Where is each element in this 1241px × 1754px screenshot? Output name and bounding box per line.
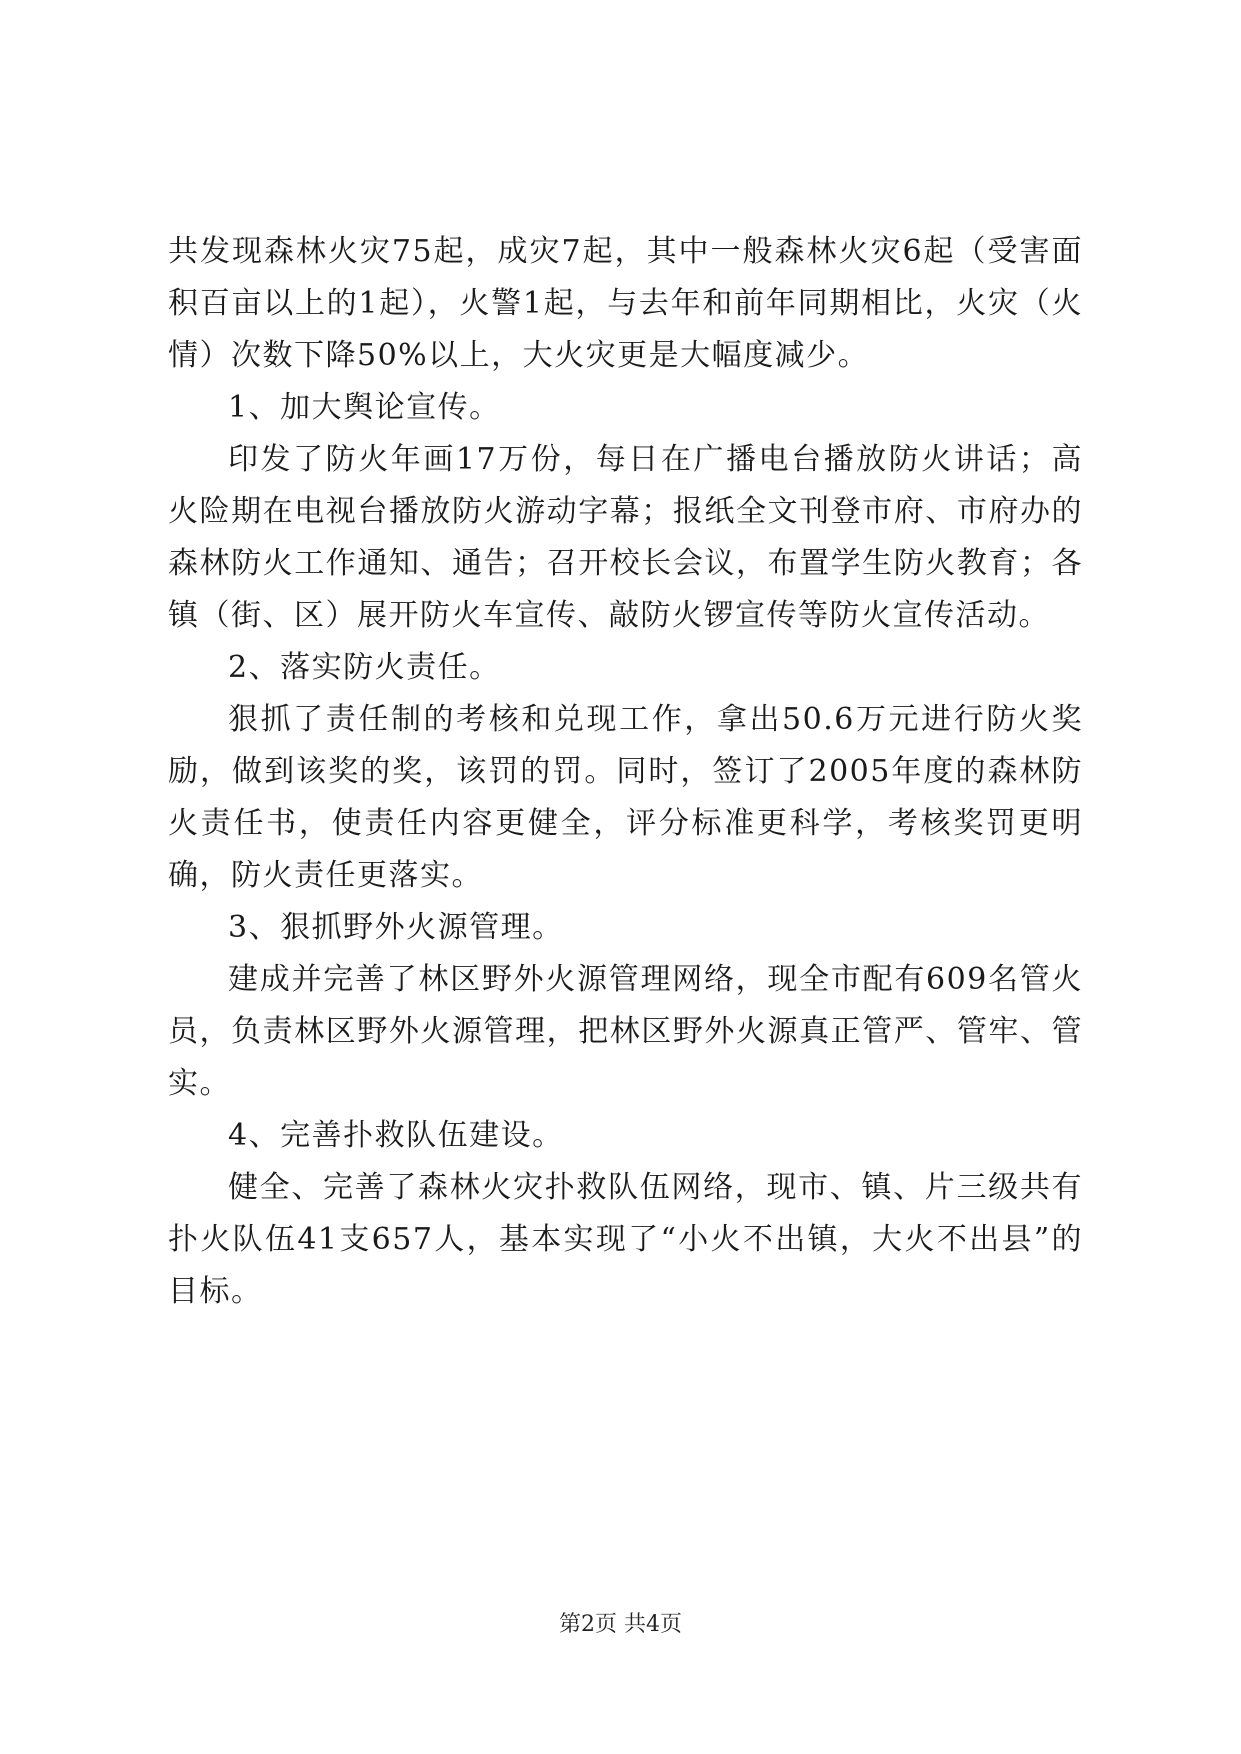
paragraph-fire-source: 建成并完善了林区野外火源管理网络，现全市配有609名管火员，负责林区野外火源管理，把林区野外火源真正管严、管牢、管实。: [168, 962, 1083, 1101]
document-body: [168, 226, 1083, 1318]
section-heading-rescue-team: 4、完善扑救队伍建设。: [228, 1118, 564, 1153]
paragraph-responsibility: 狠抓了责任制的考核和兑现工作，拿出50.6万元进行防火奖励，做到该奖的奖，该罚的罚。同时，签订了2005年度的森林防火责任书，使责任内容更健全，评分标准更科学，考核奖罚更明确，防火责任更落实。: [168, 702, 1083, 893]
paragraph-rescue-team: 健全、完善了森林火灾扑救队伍网络，现市、镇、片三级共有扑火队伍41支657人，基本实现了“小火不出镇，大火不出县”的目标。: [168, 1170, 1083, 1309]
section-heading-publicity: 1、加大舆论宣传。: [228, 390, 501, 425]
paragraph-fire-statistics: 共发现森林火灾75起，成灾7起，其中一般森林火灾6起（受害面积百亩以上的1起），火警1起，与去年和前年同期相比，火灾（火情）次数下降50%以上，大火灾更是大幅度减少。: [168, 234, 1083, 373]
paragraph-publicity: 印发了防火年画17万份，每日在广播电台播放防火讲话；高火险期在电视台播放防火游动字幕；报纸全文刊登市府、市府办的森林防火工作通知、通告；召开校长会议，布置学生防火教育；各镇（街、区）展开防火车宣传、敲防火锣宣传等防火宣传活动。: [168, 442, 1083, 633]
section-heading-fire-source: 3、狠抓野外火源管理。: [228, 910, 564, 945]
section-heading-responsibility: 2、落实防火责任。: [228, 650, 501, 685]
page-number-footer: 第2页 共4页: [559, 1612, 682, 1637]
